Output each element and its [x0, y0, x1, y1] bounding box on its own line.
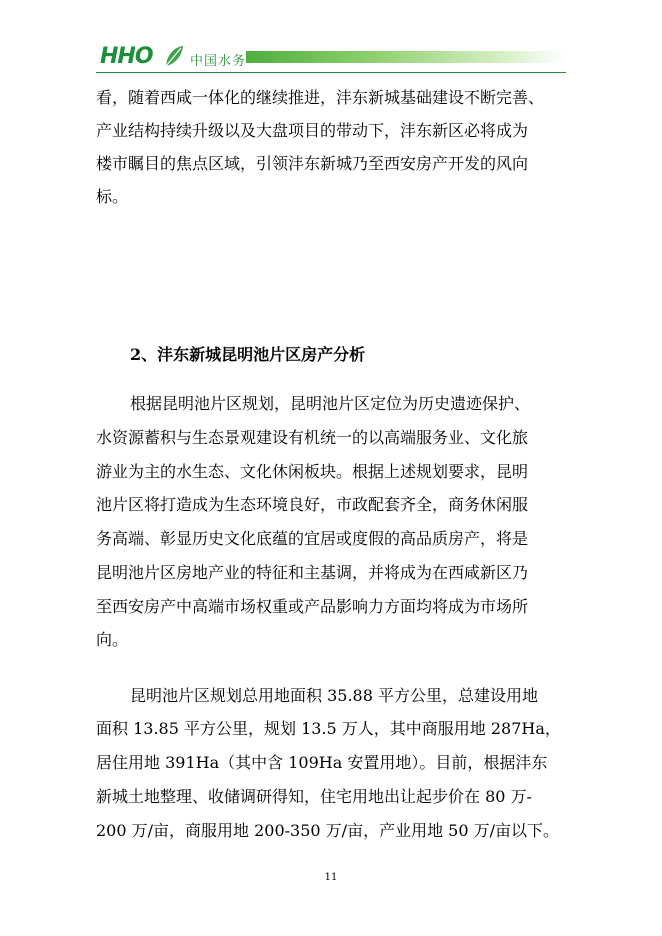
page-number: 11 [324, 872, 338, 883]
paragraph-line: 看，随着西咸一体化的继续推进，沣东新城基础建设不断完善、 [96, 88, 545, 107]
paragraph-line: 根据昆明池片区规划，昆明池片区定位为历史遗迹保护、 [130, 394, 531, 413]
paragraph-line: 向。 [96, 630, 129, 649]
paragraph-line: 产业结构持续升级以及大盘项目的带动下，沣东新区必将成为 [96, 121, 529, 140]
paragraph-line: 面积 13.85 平方公里，规划 13.5 万人，其中商服用地 287Ha， [96, 719, 561, 738]
paragraph-line: 居住用地 391Ha（其中含 109Ha 安置用地）。目前，根据沣东 [96, 753, 548, 772]
paragraph-line: 池片区将打造成为生态环境良好，市政配套齐全，商务休闲服 [96, 495, 529, 514]
header-divider [96, 72, 566, 73]
page-header [96, 42, 566, 78]
brand-name: 中国水务 [190, 54, 247, 69]
paragraph-line: 新城土地整理、收储调研得知，住宅用地出让起步价在 80 万- [96, 787, 532, 806]
paragraph-line: 游业为主的水生态、文化休闲板块。根据上述规划要求，昆明 [96, 462, 529, 481]
paragraph-line: 标。 [96, 187, 129, 206]
paragraph-line: 昆明池片区房地产业的特征和主基调，并将成为在西咸新区乃 [96, 563, 529, 582]
header-gradient-bar [246, 51, 566, 63]
section-heading: 2、沣东新城昆明池片区房产分析 [130, 345, 366, 364]
paragraph-line: 昆明池片区规划总用地面积 35.88 平方公里，总建设用地 [130, 686, 538, 705]
paragraph-line: 200 万/亩，商服用地 200-350 万/亩，产业用地 50 万/亩以下。 [96, 821, 559, 840]
paragraph-line: 水资源蓄积与生态景观建设有机统一的以高端服务业、文化旅 [96, 428, 529, 447]
logo-text: HHO [100, 44, 153, 69]
paragraph-line: 务高端、彰显历史文化底蕴的宜居或度假的高品质房产，将是 [96, 529, 529, 548]
leaf-logo-icon [163, 44, 185, 68]
paragraph-line: 楼市瞩目的焦点区域，引领沣东新城乃至西安房产开发的风向 [96, 154, 529, 173]
paragraph-line: 至西安房产中高端市场权重或产品影响力方面均将成为市场所 [96, 597, 529, 616]
